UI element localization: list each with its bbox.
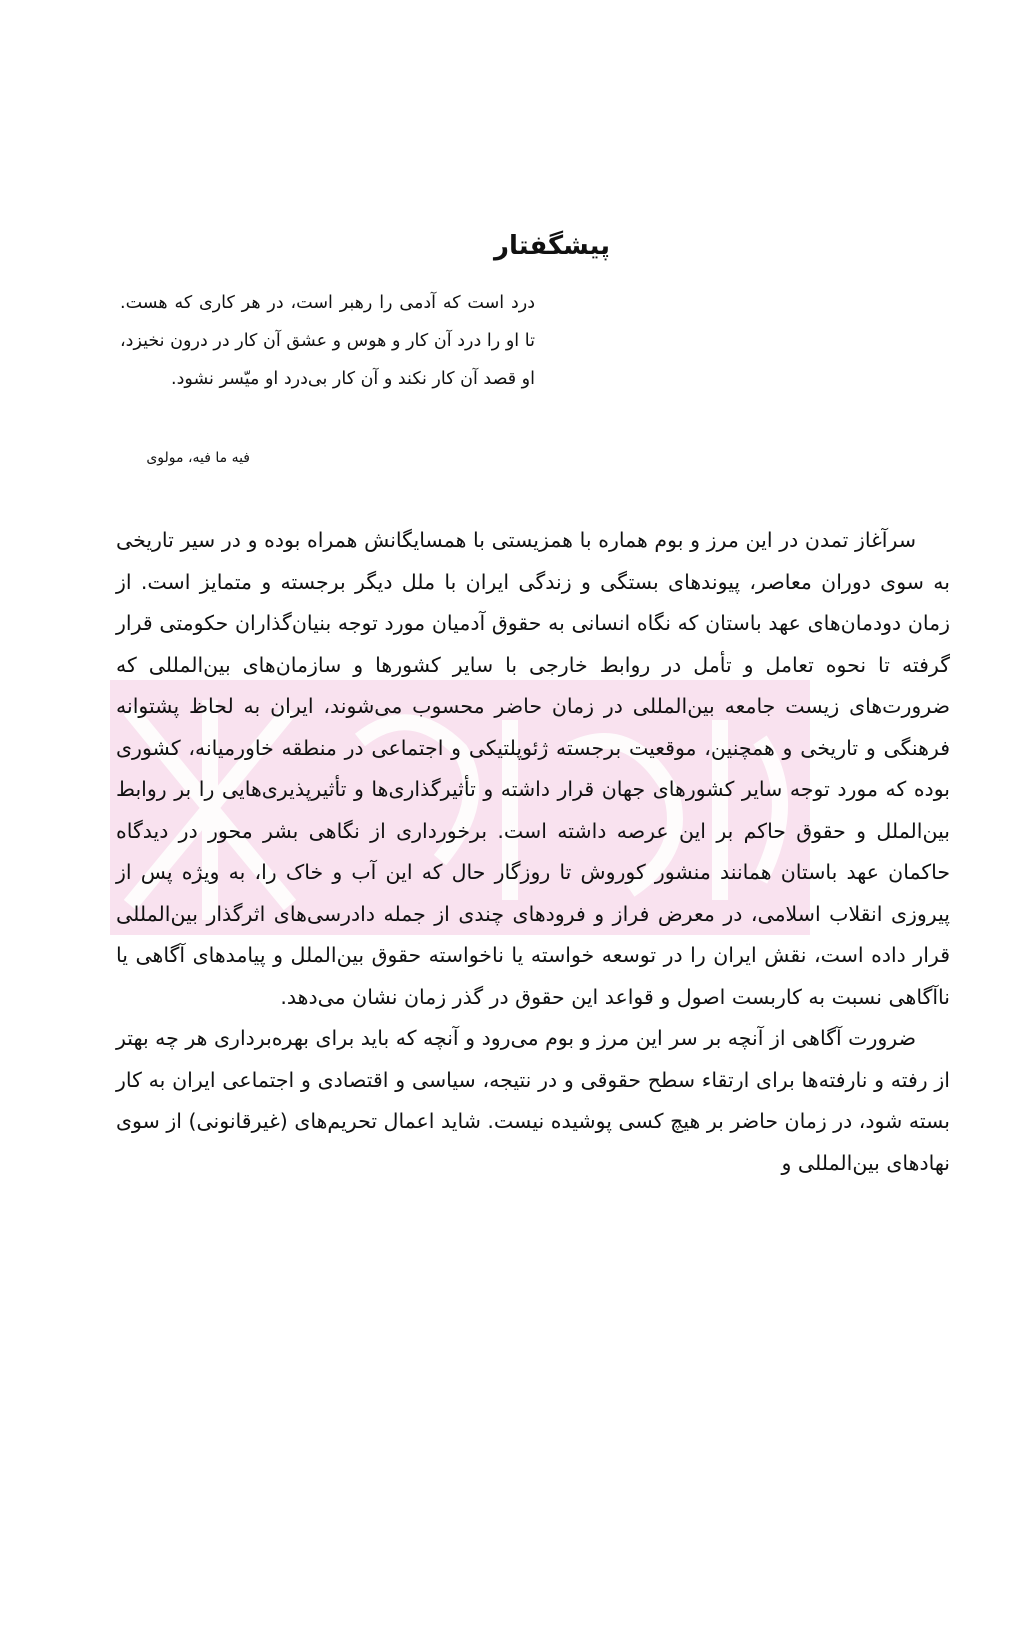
epigraph-quote: درد است که آدمی را رهبر است، در هر کاری که هست. تا او را درد آن کار و هوس و عشق آن کار در درون نخیزد، او قصد آن کار نکند و آن کار بی‌درد او میّسر نشود. <box>120 293 535 389</box>
paragraph: ضرورت آگاهی از آنچه بر سر این مرز و بوم می‌رود و آنچه که باید برای بهره‌برداری هر چه بهتر از رفته و نارفته‌ها برای ارتقاء سطح حقوقی و در نتیجه، سیاسی و اقتصادی و اجتماعی ایران به کار بسته شود، در زمان حاضر بر هیچ کسی پوشیده نیست. شاید اعمال تحریم‌های (غیرقانونی) از سوی نهادهای بین‌المللی و <box>116 1026 950 1175</box>
page-title: پیشگفتار <box>493 231 610 261</box>
body-text <box>116 520 950 1184</box>
epigraph-attribution: فیه ما فیه، مولوی <box>146 450 250 466</box>
paragraph: سرآغاز تمدن در این مرز و بوم هماره با همزیستی با همسایگانش همراه بوده و در سیر تاریخی به سوی دوران معاصر، پیوندهای بستگی و زندگی ایران با ملل دیگر برجسته و متمایز است. از زمان دودمان‌های عهد باستان که نگاه انسانی به حقوق آدمیان مورد توجه بنیان‌گذاران حکومتی قرار گرفته تا نحوه تعامل و تأمل در روابط خارجی با سایر کشورها و سازمان‌های بین‌المللی که ضرورت‌های زیست جامعه بین‌المللی در زمان حاضر محسوب می‌شوند، ایران به لحاظ پشتوانه فرهنگی و تاریخی و همچنین، موقعیت برجسته ژئوپلتیکی و اجتماعی در منطقه خاورمیانه، کشوری بوده که مورد توجه سایر کشورهای جهان قرار داشته و تأثیرگذاری‌ها و تأثیرپذیری‌هایی را بر روابط بین‌الملل و حقوق حاکم بر این عرصه داشته است. برخورداری از نگاهی بشر محور در دیدگاه حاکمان عهد باستان همانند منشور کوروش تا روزگار حال که این آب و خاک را، به ویژه پس از پیروزی انقلاب اسلامی، در معرض فراز و فرودهای چندی از جمله دادرسی‌های اثرگذار بین‌المللی قرار داده است، نقش ایران را در توسعه خواسته یا ناخواسته حقوق بین‌الملل و پیامدهای آگاهی یا ناآگاهی نسبت به کاربست اصول و قواعد این حقوق در گذر زمان نشان می‌دهد. <box>116 528 950 1009</box>
